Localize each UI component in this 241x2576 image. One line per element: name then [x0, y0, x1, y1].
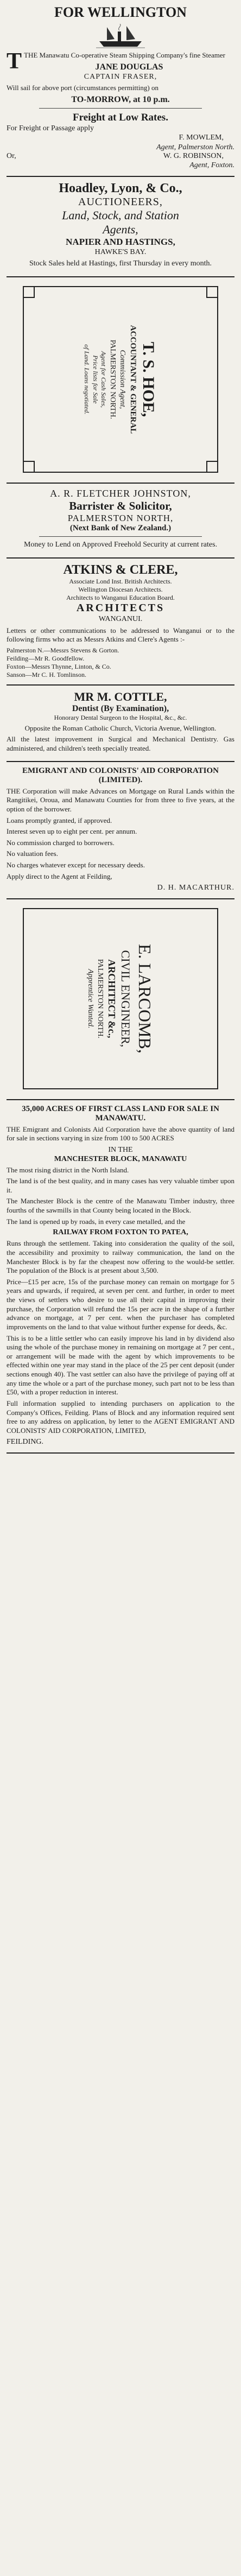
sailing-time: TO-MORROW, at 10 p.m. — [71, 94, 170, 104]
larcomb-line: Apprentice Wanted. — [86, 969, 95, 1029]
lawyer-title: Barrister & Solicitor, — [69, 499, 172, 513]
tshoe-line: of Land. Loans negotiated. — [83, 344, 91, 415]
ad-intro: THE Emigrant and Colonists Aid Corporation have the above quantity of land for sale in sections varying in size from 100 to 500 ACRES — [7, 1125, 234, 1143]
larcomb-line: ARCHITECT &c., — [106, 959, 117, 1038]
in-the: IN THE — [108, 1146, 133, 1154]
agent-item: Foxton—Messrs Thynne, Linton, & Co. — [7, 662, 111, 670]
ad-paragraph: No commission charged to borrowers. — [7, 838, 115, 847]
firm-region: HAWKE'S BAY. — [94, 248, 147, 256]
tshoe-line: Commission Agent, — [118, 350, 127, 409]
ad-paragraph: The most rising district in the North Island. — [7, 1165, 129, 1174]
firm-place: WANGANUI. — [98, 615, 143, 624]
ad-paragraph: Interest seven up to eight per cent. per annum. — [7, 827, 137, 836]
ad-paragraph: Price—£15 per acre, 15s of the purchase money can remain on mortgage for 5 years and upwards, if required, at seven per cent. and further, in order to meet the views of settlers who desire to use all their capital in improving their purchase, the Corporation will refund the 15s per acre in the shape of a further advance on mortgage, at 7 per cent. when the purchaser has completed improvements on the land to that value without further expense for deeds, &c. — [7, 1277, 234, 1331]
larcomb-frame — [23, 908, 218, 1089]
letters-text: Letters or other communications to be addressed to Wanganui or to the following firms who act as Messrs Atkins and Clere's Agents :- — [7, 626, 234, 644]
agent1-name: F. MOWLEM, — [179, 134, 224, 142]
larcomb-line: CIVIL ENGINEER, — [119, 950, 133, 1048]
vessel-name: JANE DOUGLAS — [95, 62, 163, 72]
emigrant-corporation-ad — [7, 762, 234, 899]
hoadley-auctioneers-ad — [7, 177, 234, 277]
firm-title: ARCHITECTS — [76, 602, 165, 614]
ornament-corner — [23, 286, 35, 298]
ad-paragraph: This is to be a little settler who can easily improve his land in by dividend also using the whole of the purchase money in remaining on mortgage at 7 per cent., or arrangement will be made with the agent by which improvements to be effected within one year may stand in the place of the 25 per cent deposit (under sections enough 40). The vast settler can also have the privilege of paying off at any time the whole or a part of the purchase money, such part not to be less than £50, with a proper reduction in interest. — [7, 1334, 234, 1397]
larcomb-line: PALMERSTON NORTH. — [96, 959, 105, 1038]
firm-name: Hoadley, Lyon, & Co., — [59, 181, 182, 195]
freight-heading: Freight at Low Rates. — [73, 111, 168, 123]
assoc-line: Associate Lond Inst. British Architects. — [69, 578, 172, 586]
larcomb-ad — [7, 899, 234, 1100]
ornament-corner — [23, 461, 35, 473]
larcomb-text — [85, 944, 156, 1054]
firm-line1: Land, Stock, and Station — [62, 208, 179, 222]
tshoe-line: PALMERSTON NORTH. — [109, 340, 117, 420]
ad-heading: 35,000 ACRES OF FIRST CLASS LAND FOR SALE IN MANAWATU. — [22, 1104, 219, 1122]
tshoe-line: ACCOUNTANT & GENERAL — [128, 325, 137, 434]
divider — [39, 536, 202, 537]
sailing-notice: Will sail for above port (circumstances permitting) on — [7, 84, 158, 92]
money-to-lend: Money to Lend on Approved Freehold Security at current rates. — [23, 541, 218, 549]
stock-sales: Stock Sales held at Hastings, first Thursday in every month. — [29, 259, 212, 268]
wellington-steamer-ad: FOR WELLINGTON TTHE Manawatu Co-operative Steam Shipping Company's fine Steamer JANE DOUGLAS CAPTAIN FRASER, Will sail for above port (circumstances permitting) on TO-MORROW, at 10 p.m. Freight at Low Rates. For Freight or Passage apply F. MOWLEM, Agent, Palmerston North. Or, W. G. ROBINSON, Agent, Foxton. — [7, 0, 234, 177]
steamer-intro: THE Manawatu Co-operative Steam Shipping Company's fine Steamer — [24, 51, 225, 59]
agent-item: Feilding—Mr R. Goodfellow. — [7, 654, 85, 662]
johnston-ad — [7, 484, 234, 559]
ad-paragraph: Apply direct to the Agent at Feilding, — [7, 872, 112, 880]
lawyer-name: A. R. FLETCHER JOHNSTON, — [50, 488, 191, 499]
agent-item: Sanson—Mr C. H. Tomlinson. — [7, 670, 86, 678]
newspaper-column — [7, 0, 234, 1454]
agent-item: Palmerston N.—Messrs Stevens & Gorton. — [7, 646, 119, 654]
ad-paragraph: Runs through the settlement. Taking into consideration the quality of the soil, the accessibility and proximity to railway communication, the land on the Manchester Block is by far the cheapest now offering to the would-be settler. The population of the Block is at present about 3,500. — [7, 1239, 234, 1275]
larcomb-line: E. LARCOMB, — [135, 943, 155, 1054]
railway-heading: RAILWAY FROM FOXTON TO PATEA, — [53, 1228, 188, 1237]
assoc-line: Wellington Diocesan Architects. — [78, 586, 163, 594]
dentist-services: All the latest improvement in Surgical and Mechanical Dentistry. Gas administered, and children's teeth specially treated. — [7, 735, 234, 753]
lawyer-address: (Next Bank of New Zealand.) — [69, 524, 172, 533]
cottle-dentist-ad — [7, 686, 234, 762]
dentist-title: Dentist (By Examination), — [72, 703, 169, 713]
apply-text: For Freight or Passage apply — [7, 124, 94, 132]
divider — [39, 108, 202, 109]
tshoe-line: T. S. HOE, — [139, 341, 157, 417]
firm-title: AUCTIONEERS, — [78, 195, 163, 208]
firm-name: ATKINS & CLERE, — [63, 563, 178, 578]
ad-paragraph: Loans promptly granted, if approved. — [7, 816, 112, 824]
ad-paragraph: The land is of the best quality, and in many cases has very valuable timber upon it. — [7, 1177, 234, 1194]
ad-paragraph: Full information supplied to intending purchasers on application to the Company's Offices, Feilding. Plans of Block and any information required sent free to any address on application, by letter to the AGENT EMIGRANT AND COLONISTS' AID CORPORATION, LIMITED, — [7, 1399, 234, 1435]
ad-paragraph: THE Corporation will make Advances on Mortgage on Rural Lands within the Rangitikei, Oroua, and Manawatu Counties for from three to five years, at the option of the borrower. — [7, 786, 234, 813]
atkins-clere-ad — [7, 559, 234, 686]
agent-list — [7, 646, 234, 679]
steamship-icon — [96, 24, 145, 49]
agent2-name: W. G. ROBINSON, — [163, 152, 224, 161]
ad-paragraph: No charges whatever except for necessary deeds. — [7, 861, 145, 870]
manchester-block-ad — [7, 1100, 234, 1454]
lawyer-place: PALMERSTON NORTH, — [67, 513, 174, 524]
ad-paragraph: The Manchester Block is the centre of the Manawatu Timber industry, three fourths of the sawmills in that County being located in the Block. — [7, 1197, 234, 1215]
ad-title: FOR WELLINGTON — [54, 4, 187, 20]
assoc-line: Architects to Wanganui Education Board. — [66, 594, 175, 602]
agent2-role: Agent, Foxton. — [189, 161, 234, 170]
firm-place: NAPIER AND HASTINGS, — [66, 236, 175, 247]
agent1-role: Agent, Palmerston North. — [156, 143, 234, 151]
ornament-corner — [206, 461, 218, 473]
dentist-hon: Honorary Dental Surgeon to the Hospital, &c., &c. — [54, 713, 187, 721]
ad-heading: EMIGRANT AND COLONISTS' AID CORPORATION (LIMITED). — [22, 766, 219, 784]
tshoe-text — [82, 325, 159, 434]
tshoe-line: Price lists for Sale — [91, 355, 99, 404]
tshoe-frame — [23, 286, 218, 473]
ad-paragraph: No valuation fees. — [7, 849, 58, 858]
captain-name: CAPTAIN FRASER, — [84, 72, 157, 81]
dentist-address: Opposite the Roman Catholic Church, Victoria Avenue, Wellington. — [24, 724, 217, 732]
dentist-name: MR M. COTTLE, — [74, 689, 167, 703]
tshoe-line: Agent for Cash Sales, — [99, 351, 107, 408]
ornament-corner — [206, 286, 218, 298]
agent-name: D. H. MACARTHUR. — [157, 884, 234, 892]
place-name: FEILDING. — [7, 1438, 44, 1446]
block-name: MANCHESTER BLOCK, MANAWATU — [54, 1154, 187, 1163]
tshoe-ad — [7, 277, 234, 484]
ad-paragraph: The land is opened up by roads, in every case metalled, and the — [7, 1217, 186, 1226]
firm-line2: Agents, — [103, 222, 138, 236]
or-text: Or, — [7, 152, 16, 161]
